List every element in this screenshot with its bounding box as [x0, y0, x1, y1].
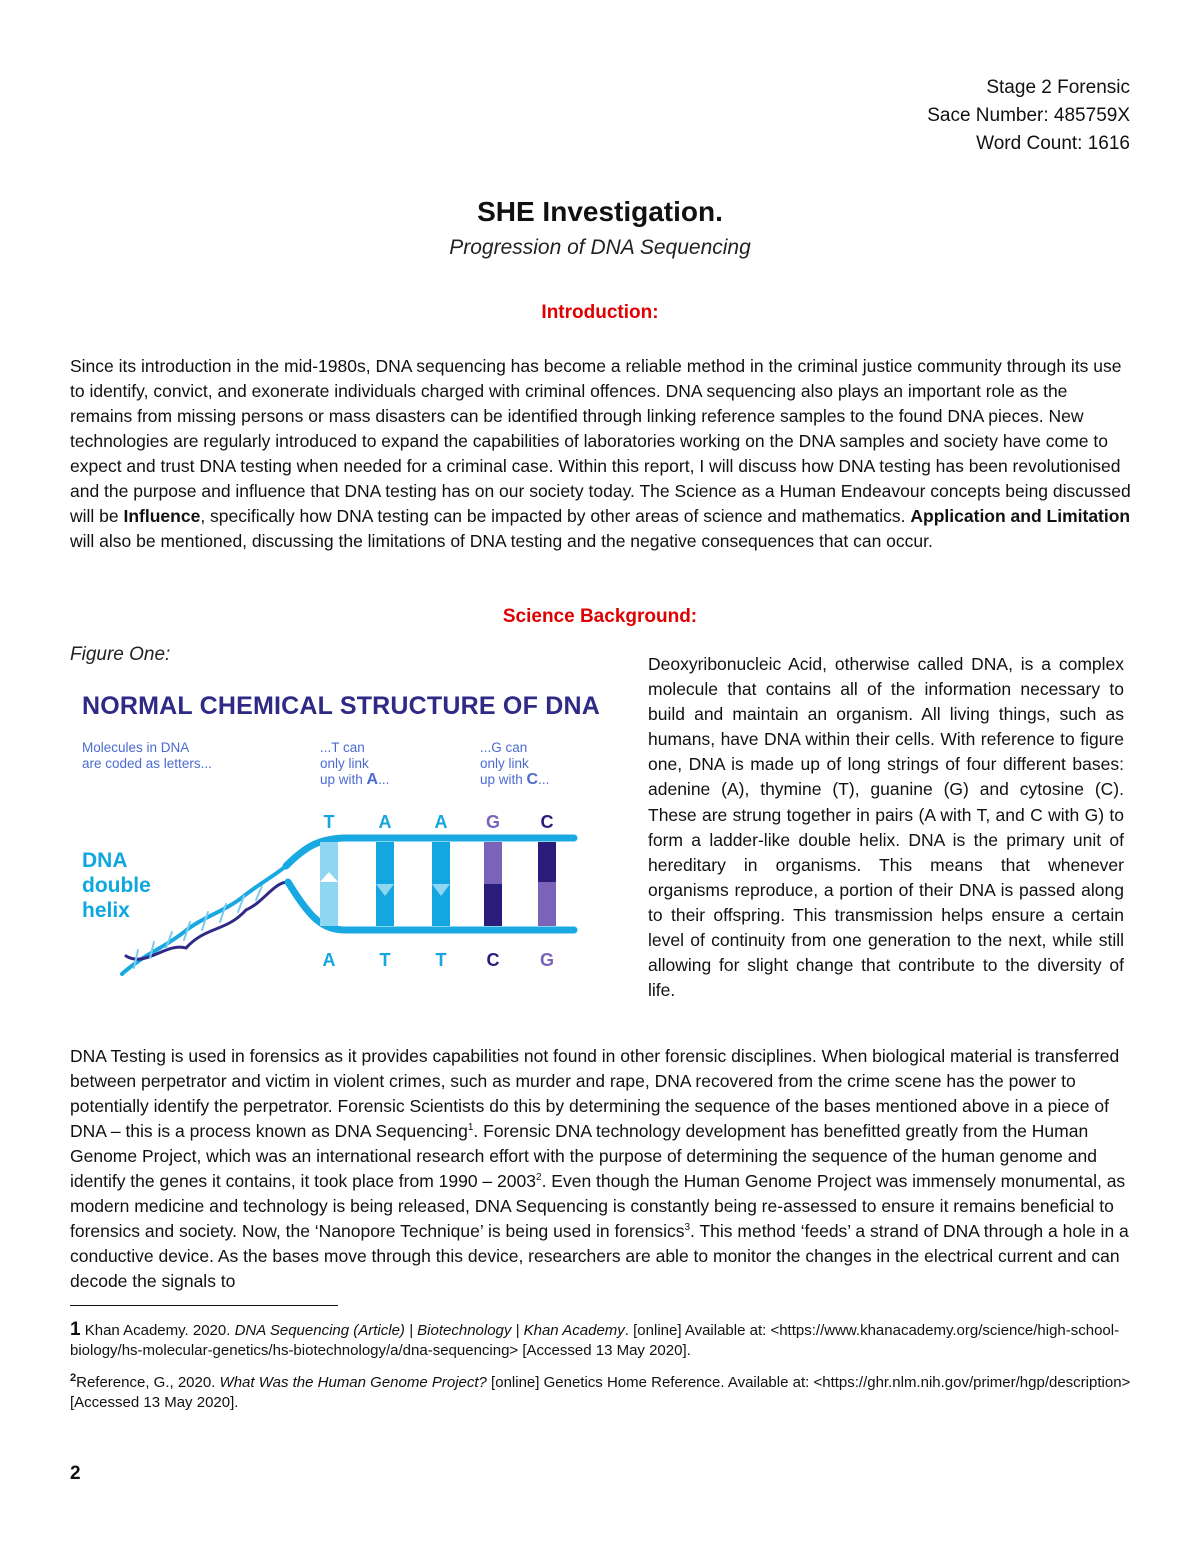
- word-count: Word Count: 1616: [976, 133, 1130, 154]
- figure-note-letters: Molecules in DNA are coded as letters...: [82, 740, 212, 771]
- page-number: 2: [70, 1463, 81, 1484]
- base-pair-a-t-2: [432, 842, 450, 926]
- dna-description-paragraph: Deoxyribonucleic Acid, otherwise called DNA, is a complex molecule that contains all of the information necessary to build and maintain an organism. All living things, such as humans, have DNA within their cells. With reference to figure one, DNA is made up of long strings of four different bases: adenine (A), thymine (T), guanine (G) and cytosine (C). These are strung together in pairs (A with T, and C with G) to form a ladder-like double helix. DNA is the primary unit of hereditary in organisms. This means that whenever organisms reproduce, a portion of their DNA is passed along to their offspring. This transmission helps ensure a certain level of continuity from one generation to the next, while still allowing for slight change that contribute to the diversity of life.: [648, 654, 1124, 1001]
- figure-title: NORMAL CHEMICAL STRUCTURE OF DNA: [82, 692, 600, 720]
- helix-strand-icon: [122, 866, 288, 974]
- base-pair-c-g: [538, 842, 556, 926]
- application-limitation-term: Application and Limitation: [910, 506, 1131, 526]
- footnote-ref-3: 3: [684, 1222, 691, 1234]
- footnote-1: 1 Khan Academy. 2020. DNA Sequencing (Article) | Biotechnology | Khan Academy. [online] Available at: <https://www.khanacademy.org/science/high-school-biology/hs-molecular-genetics/hs-biotechnology/a/dna-sequencing> [Accessed 13 May 2020].: [70, 1319, 1120, 1359]
- sace-number: Sace Number: 485759X: [927, 105, 1130, 126]
- footnote-divider: [70, 1305, 338, 1306]
- top-letter-5: C: [540, 812, 554, 832]
- base-pair-a-t: [376, 842, 394, 926]
- science-background-heading: Science Background:: [502, 606, 698, 627]
- top-letter-2: A: [378, 812, 392, 832]
- bottom-letter-3: T: [435, 950, 447, 970]
- bottom-letter-4: C: [486, 950, 500, 970]
- introduction-heading: Introduction:: [541, 302, 659, 323]
- course-label: Stage 2 Forensic: [986, 77, 1130, 98]
- dna-ladder-diagram: [74, 686, 604, 986]
- figure-one-label: Figure One:: [70, 644, 171, 665]
- footnote-2: $^2$Reference, G., 2020. What Was the Human Genome Project? [online] Genetics Home Reference. Available at: <https://ghr.nlm.nih.gov/primer/hgp/description> [Accessed 13 May 2020].: [70, 1372, 1131, 1411]
- introduction-paragraph: Since its introduction in the mid-1980s, DNA sequencing has become a reliable method in the criminal justice community through its use to identify, convict, and exonerate individuals charged with criminal offences. DNA sequencing also plays an important role as the remains from missing persons or mass disasters can be identified through linking reference samples to the found DNA pieces. New technologies are regularly introduced to expand the capabilities of laboratories working on the DNA samples and society have come to expect and trust DNA testing when needed for a criminal case. Within this report, I will discuss how DNA testing has been revolutionised and the purpose and influence that DNA testing has on our society today. The Science as a Human Endeavour concepts being discussed will be Influence, specifically how DNA testing can be impacted by other areas of science and mathematics. Application and Limitation will also be mentioned, discussing the limitations of DNA testing and the negative consequences that can occur.: [70, 356, 1131, 551]
- base-pair-g-c: [484, 842, 502, 926]
- footnote-ref-1: 1: [467, 1122, 474, 1134]
- influence-term: Influence: [123, 506, 201, 526]
- document-subtitle: Progression of DNA Sequencing: [449, 236, 751, 259]
- bottom-letter-1: A: [322, 950, 336, 970]
- document-header-info: [927, 74, 1130, 158]
- footnote-ref-2: 2: [536, 1172, 542, 1184]
- figure-note-t-pairs-a: ...T can only link up with A...: [320, 740, 390, 788]
- dna-double-helix-label: DNA double helix: [82, 849, 151, 922]
- top-letter-3: A: [434, 812, 448, 832]
- bottom-letter-2: T: [379, 950, 391, 970]
- bottom-letter-5: G: [539, 950, 555, 970]
- top-letter-1: T: [323, 812, 335, 832]
- base-pair-t-a: [320, 842, 338, 926]
- figure-note-g-pairs-c: ...G can only link up with C...: [480, 740, 550, 788]
- dna-structure-figure: [74, 686, 604, 986]
- top-letter-4: G: [485, 812, 501, 832]
- document-title: SHE Investigation.: [477, 196, 723, 227]
- dna-testing-paragraph: DNA Testing is used in forensics as it provides capabilities not found in other forensic disciplines. When biological material is transferred between perpetrator and victim in violent crimes, such as murder and rape, DNA recovered from the crime scene has the power to potentially identify the perpetrator. Forensic Scientists do this by determining the sequence of the bases mentioned above in a piece of DNA – this is a process known as DNA Sequencing$^1$. Forensic DNA technology development has benefitted greatly from the Human Genome Project, which was an international research effort with the purpose of determining the sequence of the human genome and identify the genes it contains, it took place from 1990 – 2003$^2$. Even though the Human Genome Project was immensely monumental, as modern medicine and technology is being released, DNA Sequencing is constantly being re-assessed to ensure it remains beneficial to forensics and society. Now, the ‘Nanopore Technique’ is being used in forensics$^3$. This method ‘feeds’ a strand of DNA through a hole in a conductive device. As the bases move through this device, researchers are able to monitor the changes in the electrical current and can decode the signals to: [70, 1046, 1129, 1291]
